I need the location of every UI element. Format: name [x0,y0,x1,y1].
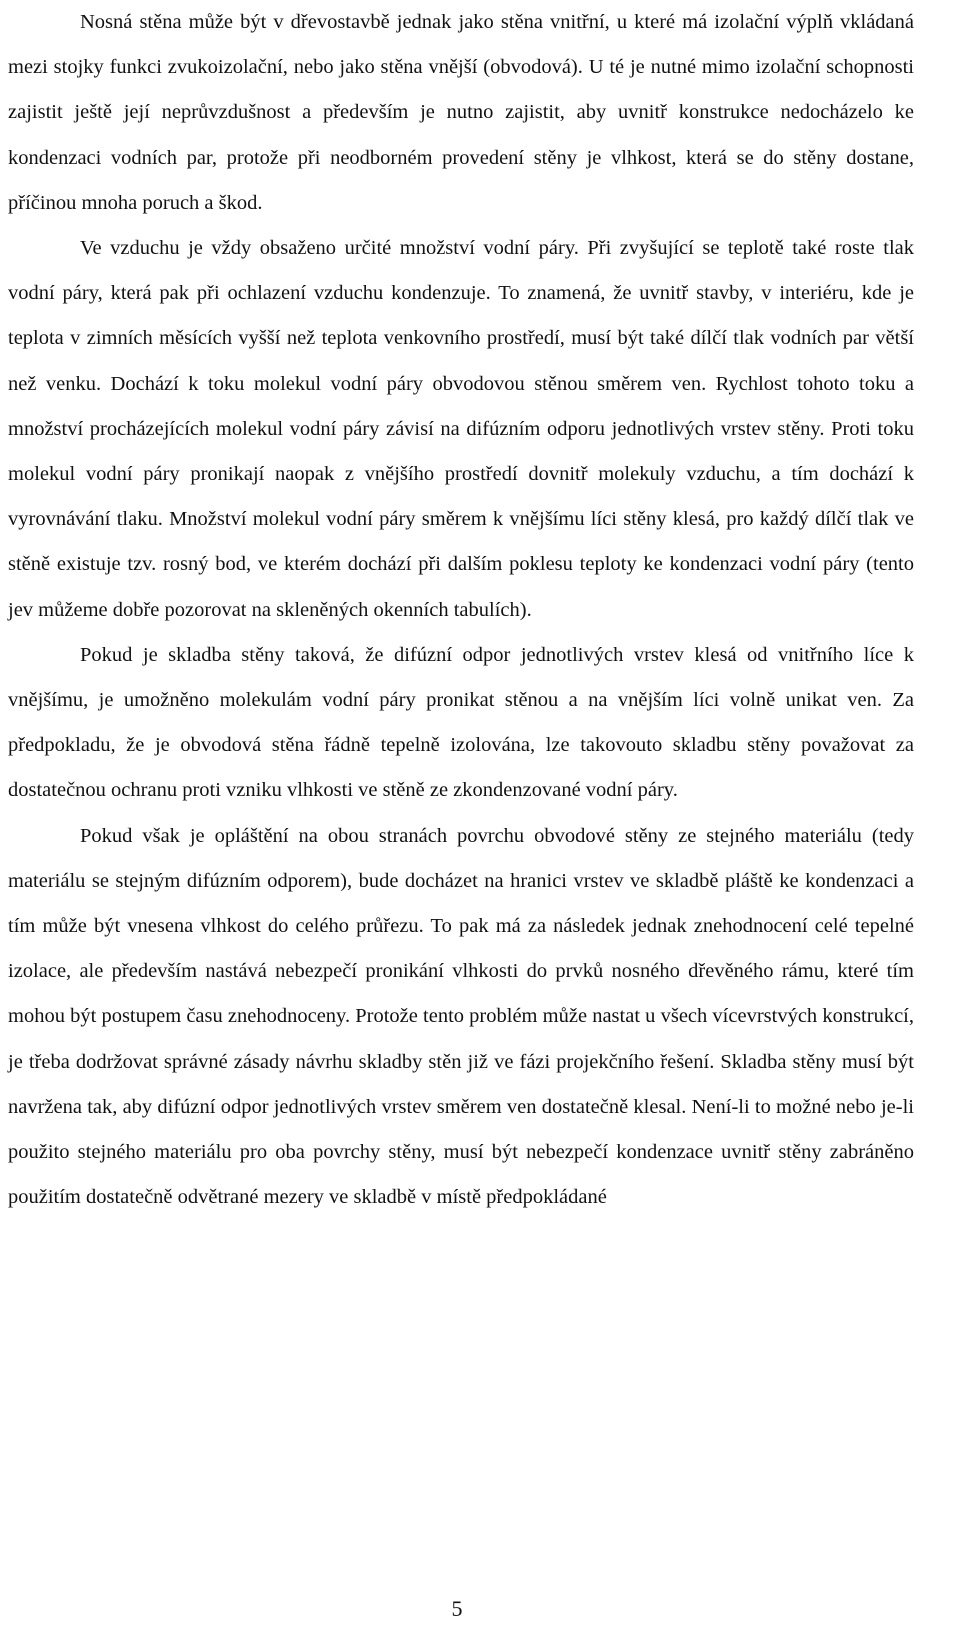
paragraph-2: Ve vzduchu je vždy obsaženo určité množství vodní páry. Při zvyšující se teplotě také roste tlak vodní páry, která pak při ochlazení vzduchu kondenzuje. To znamená, že uvnitř stavby, v interiéru, kde je teplota v zimních měsících vyšší než teplota venkovního prostředí, musí být také dílčí tlak vodních par větší než venku. Dochází k toku molekul vodní páry obvodovou stěnou směrem ven. Rychlost tohoto toku a množství procházejících molekul vodní páry závisí na difúzním odporu jednotlivých vrstev stěny. Proti toku molekul vodní páry pronikají naopak z vnějšího prostředí dovnitř molekuly vzduchu, a tím dochází k vyrovnávání tlaku. Množství molekul vodní páry směrem k vnějšímu líci stěny klesá, pro každý dílčí tlak ve stěně existuje tzv. rosný bod, ve kterém dochází při dalším poklesu teploty ke kondenzaci vodní páry (tento jev můžeme dobře pozorovat na skleněných okenních tabulích). [8,237,914,621]
page-number: 5 [451,1596,463,1621]
paragraph-3: Pokud je skladba stěny taková, že difúzní odpor jednotlivých vrstev klesá od vnitřního líce k vnějšímu, je umožněno molekulám vodní páry pronikat stěnou a na vnějším líci volně unikat ven. Za předpokladu, že je obvodová stěna řádně tepelně izolována, lze takovouto skladbu stěny považovat za dostatečnou ochranu proti vzniku vlhkosti ve stěně ze zkondenzované vodní páry. [8,643,914,802]
body-text [8,0,914,1220]
paragraph-1: Nosná stěna může být v dřevostavbě jednak jako stěna vnitřní, u které má izolační výplň vkládaná mezi stojky funkci zvukoizolační, nebo jako stěna vnější (obvodová). U té je nutné mimo izolační schopnosti zajistit ještě její neprůvzdušnost a především je nutno zajistit, aby uvnitř konstrukce nedocházelo ke kondenzaci vodních par, protože při neodborném provedení stěny je vlhkost, která se do stěny dostane, příčinou mnoha poruch a škod. [8,11,914,214]
paragraph-4: Pokud však je opláštění na obou stranách povrchu obvodové stěny ze stejného materiálu (tedy materiálu se stejným difúzním odporem), bude docházet na hranici vrstev ve skladbě pláště ke kondenzaci a tím může být vnesena vlhkost do celého průřezu. To pak má za následek jednak znehodnocení celé tepelné izolace, ale především nastává nebezpečí pronikání vlhkosti do prvků nosného dřevěného rámu, které tím mohou být postupem času znehodnoceny. Protože tento problém může nastat u všech vícevrstvých konstrukcí, je třeba dodržovat správné zásady návrhu skladby stěn již ve fázi projekčního řešení. Skladba stěny musí být navržena tak, aby difúzní odpor jednotlivých vrstev směrem ven dostatečně klesal. Není-li to možné nebo je-li použito stejného materiálu pro oba povrchy stěny, musí být nebezpečí kondenzace uvnitř stěny zabráněno použitím dostatečně odvětrané mezery ve skladbě v místě předpokládané [8,824,914,1209]
